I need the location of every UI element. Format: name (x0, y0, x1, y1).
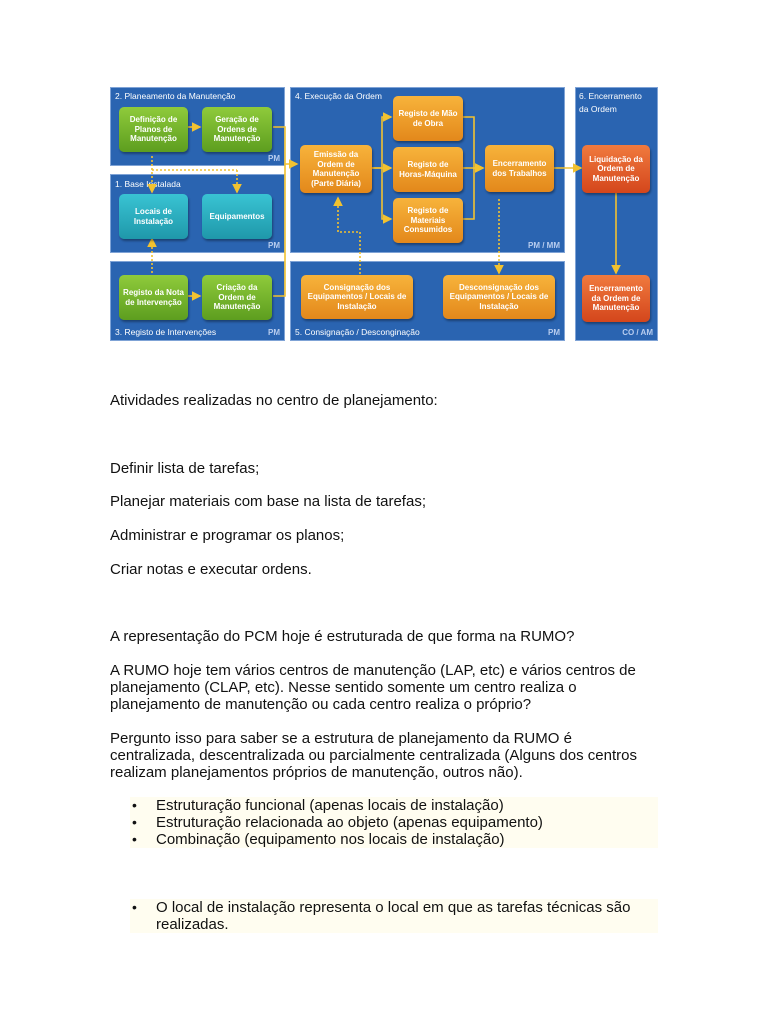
box-equipamentos: Equipamentos (202, 194, 272, 239)
box-encerramento-trabalhos: Encerramento dos Trabalhos (485, 145, 554, 192)
box-desconsignacao-equipamentos: Desconsignação dos Equipamentos / Locais de Instalação (443, 275, 555, 319)
list-item: • Combinação (equipamento nos locais de instalação) (130, 831, 658, 848)
box-registo-materiais: Registo de Materiais Consumidos (393, 198, 463, 243)
atividades-heading: Atividades realizadas no centro de planejamento: (110, 392, 438, 409)
panel-tag: PM (268, 328, 280, 337)
panel-title: 5. Consignação / Desconginação (295, 327, 420, 337)
panel-title: 3. Registo de Intervenções (115, 327, 217, 337)
maintenance-process-diagram (110, 87, 658, 341)
box-consignacao-equipamentos: Consignação dos Equipamentos / Locais de Instalação (301, 275, 413, 319)
panel-title: 2. Planeamento da Manutenção (115, 91, 236, 101)
box-geracao-ordens: Geração de Ordens de Manutenção (202, 107, 272, 152)
box-registo-mao-obra: Registo de Mão de Obra (393, 96, 463, 141)
list-item: • Estruturação relacionada ao objeto (apenas equipamento) (130, 814, 658, 831)
question-heading: A representação do PCM hoje é estruturada de que forma na RUMO? (110, 628, 575, 645)
panel-tag: CO / AM (622, 328, 653, 337)
bullet-list-estruturacao (130, 797, 658, 848)
panel-tag: PM (268, 241, 280, 250)
panel-title: 6. Encerramento (579, 91, 642, 101)
box-definicao-planos: Definição de Planos de Manutenção (119, 107, 188, 152)
activity-item: Definir lista de tarefas; (110, 460, 260, 477)
panel-tag: PM / MM (528, 241, 560, 250)
list-item: • O local de instalação representa o local em que as tarefas técnicas são realizadas. (130, 899, 658, 933)
box-criacao-ordem: Criação da Ordem de Manutenção (202, 275, 272, 320)
activity-item: Criar notas e executar ordens. (110, 561, 312, 578)
panel-title: 1. Base Instalada (115, 179, 181, 189)
panel-tag: PM (548, 328, 560, 337)
box-locais-instalacao: Locais de Instalação (119, 194, 188, 239)
box-emissao-ordem: Emissão da Ordem de Manutenção (Parte Diária) (300, 145, 372, 193)
box-registo-horas: Registo de Horas-Máquina (393, 147, 463, 192)
activity-item: Administrar e programar os planos; (110, 527, 345, 544)
paragraph-centros: A RUMO hoje tem vários centros de manutenção (LAP, etc) e vários centros de planejamento (CLAP, etc). Nesse sentido somente um centro realiza o planejamento de manutenção ou cada centro realiza o próprio? (110, 662, 636, 713)
paragraph-estrutura: Pergunto isso para saber se a estrutura de planejamento da RUMO é centralizada, descentralizada ou parcialmente centralizada (Alguns dos centros realizam planejamentos próprios de manutenção, outros não). (110, 730, 637, 781)
list-item: • Estruturação funcional (apenas locais de instalação) (130, 797, 658, 814)
box-encerramento-ordem: Encerramento da Ordem de Manutenção (582, 275, 650, 322)
box-registo-nota: Registo da Nota de Intervenção (119, 275, 188, 320)
panel-tag: PM (268, 154, 280, 163)
bullet-list-local (130, 899, 658, 933)
box-liquidacao-ordem: Liquidação da Ordem de Manutenção (582, 145, 650, 193)
activity-item: Planejar materiais com base na lista de tarefas; (110, 493, 426, 510)
panel-title: 4. Execução da Ordem (295, 91, 382, 101)
panel-title: da Ordem (579, 104, 617, 114)
